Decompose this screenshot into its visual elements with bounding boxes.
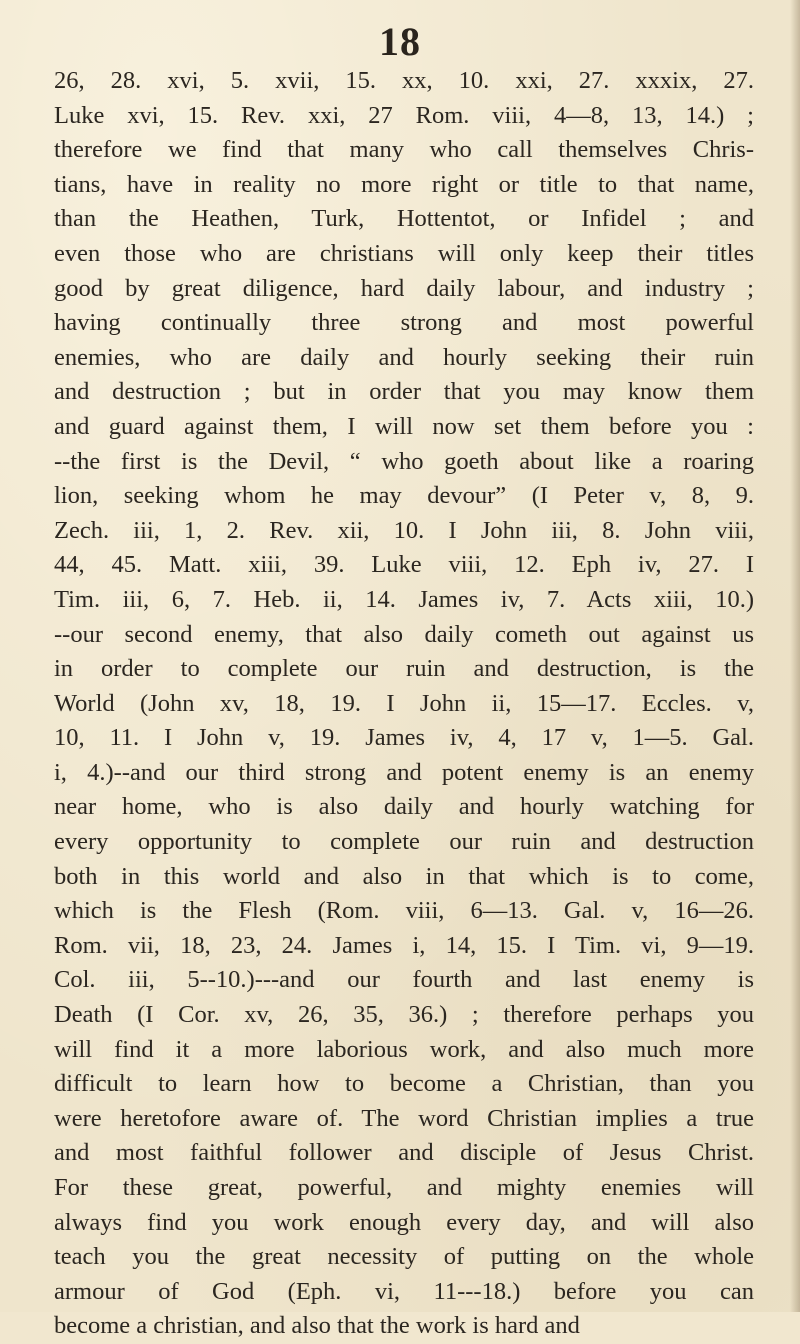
text-line: therefore we find that many who call themselves Chris- xyxy=(54,136,754,164)
text-line: which is the Flesh (Rom. viii, 6—13. Gal. v, 16—26. xyxy=(54,897,754,925)
text-line: Tim. iii, 6, 7. Heb. ii, 14. James iv, 7. Acts xiii, 10.) xyxy=(54,585,754,613)
text-line: Col. iii, 5--10.)---and our fourth and last enemy is xyxy=(54,966,754,994)
text-line: become a christian, and also that the work is hard and xyxy=(54,1312,580,1340)
text-line: --the first is the Devil, “ who goeth about like a roaring xyxy=(54,447,754,475)
text-line: Zech. iii, 1, 2. Rev. xii, 10. I John iii, 8. John viii, xyxy=(54,516,754,544)
text-line: --our second enemy, that also daily cometh out against us xyxy=(54,620,754,648)
text-line: i, 4.)--and our third strong and potent enemy is an enemy xyxy=(54,758,754,786)
text-line: even those who are christians will only keep their titles xyxy=(54,239,754,267)
text-line: and guard against them, I will now set them before you : xyxy=(54,412,754,440)
text-line: 44, 45. Matt. xiii, 39. Luke viii, 12. Eph iv, 27. I xyxy=(54,551,754,579)
text-line: enemies, who are daily and hourly seeking their ruin xyxy=(54,343,754,371)
text-line: will find it a more laborious work, and also much more xyxy=(54,1035,754,1063)
text-line: World (John xv, 18, 19. I John ii, 15—17. Eccles. v, xyxy=(54,689,754,717)
text-line: 10, 11. I John v, 19. James iv, 4, 17 v, 1—5. Gal. xyxy=(54,724,754,752)
text-line: both in this world and also in that which is to come, xyxy=(54,862,754,890)
text-line: armour of God (Eph. vi, 11---18.) before you can xyxy=(54,1277,754,1305)
text-line: Death (I Cor. xv, 26, 35, 36.) ; therefore perhaps you xyxy=(54,1001,754,1029)
text-line: having continually three strong and most powerful xyxy=(54,309,754,337)
text-line: 26, 28. xvi, 5. xvii, 15. xx, 10. xxi, 27. xxxix, 27. xyxy=(54,67,754,94)
text-line: good by great diligence, hard daily labour, and industry ; xyxy=(54,274,754,302)
text-line: Rom. vii, 18, 23, 24. James i, 14, 15. I Tim. vi, 9—19. xyxy=(54,931,754,959)
page-number: 18 xyxy=(379,19,421,64)
text-line: For these great, powerful, and mighty enemies will xyxy=(54,1174,754,1201)
page-edge-shadow xyxy=(790,0,800,1312)
text-line: than the Heathen, Turk, Hottentot, or Infidel ; and xyxy=(54,205,754,233)
body-text xyxy=(54,64,754,1344)
text-line: always find you work enough every day, and will also xyxy=(54,1208,754,1236)
text-line: teach you the great necessity of putting on the whole xyxy=(54,1243,754,1271)
text-line: lion, seeking whom he may devour” (I Peter v, 8, 9. xyxy=(54,482,754,510)
text-line: every opportunity to complete our ruin and destruction xyxy=(54,828,754,856)
text-line: near home, who is also daily and hourly watching for xyxy=(54,793,754,821)
text-line: and destruction ; but in order that you may know them xyxy=(54,378,754,406)
text-line: and most faithful follower and disciple of Jesus Christ. xyxy=(54,1139,754,1167)
text-line: difficult to learn how to become a Christian, than you xyxy=(54,1070,754,1098)
text-line: tians, have in reality no more right or title to that name, xyxy=(54,170,754,198)
text-line: in order to complete our ruin and destruction, is the xyxy=(54,655,754,683)
text-line: Luke xvi, 15. Rev. xxi, 27 Rom. viii, 4—8, 13, 14.) ; xyxy=(54,101,754,129)
text-line: were heretofore aware of. The word Christian implies a true xyxy=(54,1104,754,1132)
